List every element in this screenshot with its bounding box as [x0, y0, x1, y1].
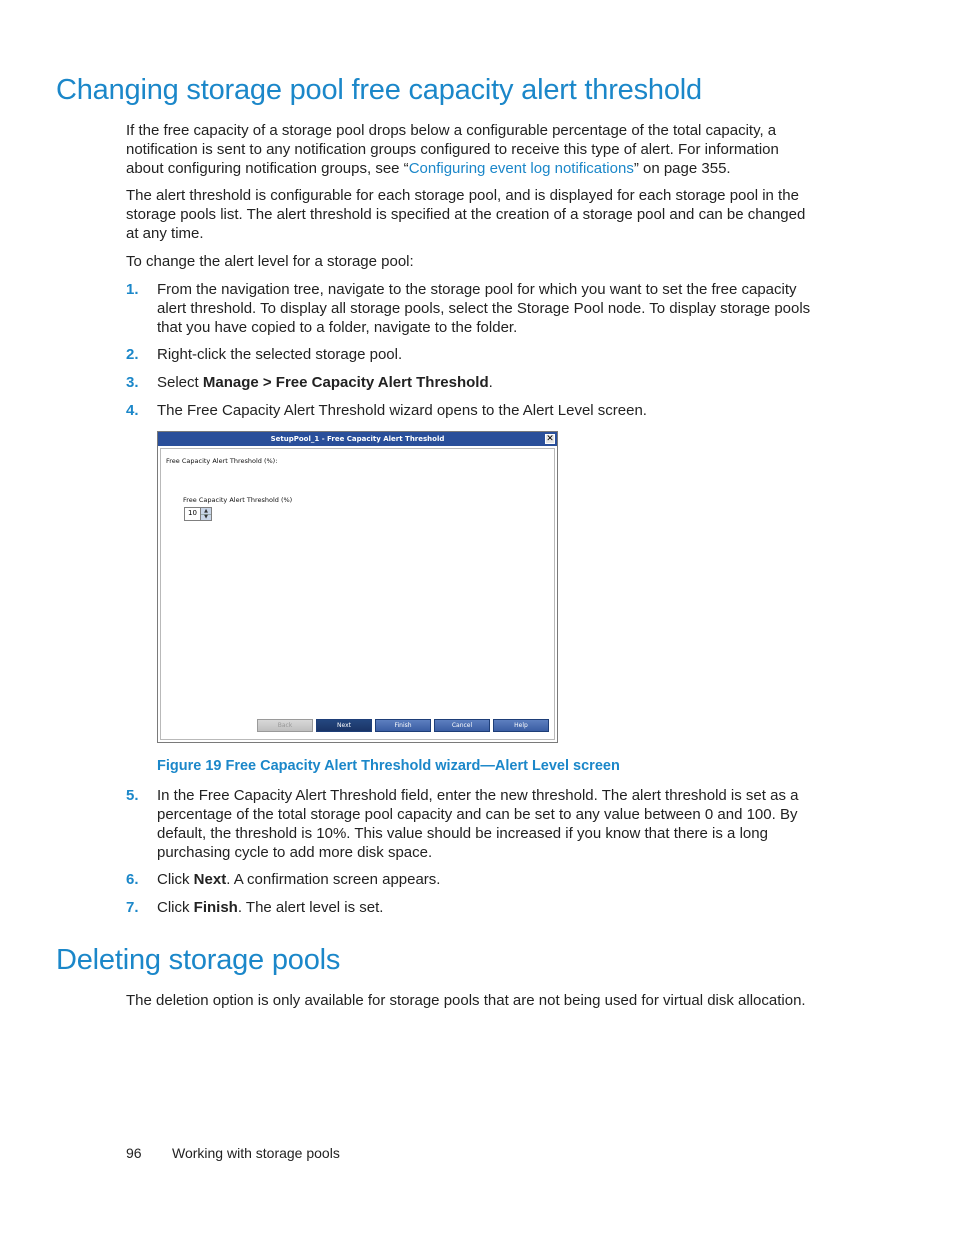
step-number: 7. [126, 899, 139, 916]
intro-text: If the free capacity of a storage pool drops below a configurable percentage of the total capacity, a notification is sent to any notification groups configured to receive this type of alert. For information about configuring notification groups, see “ [126, 122, 779, 177]
finish-bold: Finish [193, 899, 238, 916]
threshold-field-label: Free Capacity Alert Threshold (%) [183, 496, 293, 504]
step-text: Click Finish. The alert level is set. [157, 899, 384, 916]
next-bold: Next [193, 871, 227, 888]
step-number: 5. [126, 787, 139, 804]
spinner-up-icon[interactable]: ▲ [201, 508, 211, 515]
step-text: Select Manage > Free Capacity Alert Threshold. [157, 374, 493, 391]
footer-chapter: Working with storage pools [172, 1145, 340, 1161]
procedure-intro: To change the alert level for a storage pool: [126, 253, 414, 270]
section-heading-deleting: Deleting storage pools [56, 944, 341, 976]
step-number: 2. [126, 346, 139, 363]
dialog-title-bar: SetupPool_1 - Free Capacity Alert Threshold [158, 432, 557, 446]
intro-paragraph [126, 121, 816, 178]
configuring-notifications-link[interactable]: Configuring event log notifications [408, 160, 634, 177]
dialog-heading: Free Capacity Alert Threshold (%): [166, 457, 278, 465]
step-number: 1. [126, 281, 139, 298]
figure-caption: Figure 19 Free Capacity Alert Threshold wizard—Alert Level screen [157, 758, 620, 774]
step-text: The Free Capacity Alert Threshold wizard opens to the Alert Level screen. [157, 402, 647, 419]
step-number: 4. [126, 402, 139, 419]
step-number: 3. [126, 374, 139, 391]
page-number: 96 [126, 1145, 142, 1161]
help-button[interactable]: Help [493, 719, 549, 732]
menu-path: Manage > Free Capacity Alert Threshold [202, 374, 489, 391]
section-heading: Changing storage pool free capacity alert threshold [56, 74, 702, 106]
deleting-paragraph: The deletion option is only available for storage pools that are not being used for virtual disk allocation. [126, 992, 806, 1009]
threshold-spinner[interactable] [184, 507, 212, 521]
finish-button[interactable]: Finish [375, 719, 431, 732]
back-button[interactable]: Back [257, 719, 313, 732]
threshold-paragraph: The alert threshold is configurable for each storage pool, and is displayed for each storage pool in the storage pools list. The alert threshold is specified at the creation of a storage pool and can be changed at any time. [126, 187, 806, 242]
spinner-down-icon[interactable]: ▼ [204, 514, 208, 520]
cancel-button[interactable]: Cancel [434, 719, 490, 732]
next-button[interactable]: Next [316, 719, 372, 732]
close-icon[interactable]: ✕ [546, 434, 554, 444]
step-text: Click Next. A confirmation screen appears. [157, 871, 441, 888]
alert-threshold-dialog [157, 431, 558, 743]
step-number: 6. [126, 871, 139, 888]
step-text: In the Free Capacity Alert Threshold field, enter the new threshold. The alert threshold is set as a percentage of the total storage pool capacity and can be set to any value between 0 and 100. By default, the threshold is 10%. This value should be increased if you know that there is a long purchasing cycle to add more disk space. [157, 787, 799, 861]
spinner-buttons [200, 508, 211, 520]
dialog-body [160, 448, 555, 740]
intro-text-end: ” on page 355. [633, 160, 731, 177]
step-text: From the navigation tree, navigate to the storage pool for which you want to set the free capacity alert threshold. To display all storage pools, select the Storage Pool node. To display storage pools that you have copied to a folder, navigate to the folder. [157, 281, 811, 336]
step-text: Right-click the selected storage pool. [157, 346, 403, 363]
threshold-value[interactable]: 10 [188, 509, 197, 517]
